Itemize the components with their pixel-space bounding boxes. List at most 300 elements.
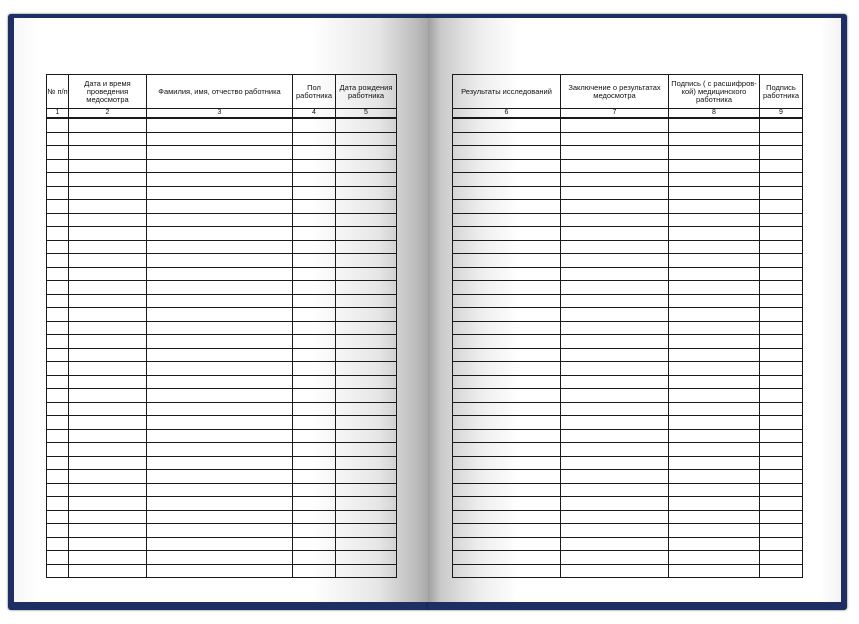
- table-row: [47, 443, 397, 457]
- table-cell: [453, 335, 561, 349]
- table-cell: [69, 483, 147, 497]
- table-row: [47, 564, 397, 578]
- table-cell: [147, 227, 293, 241]
- table-cell: [336, 146, 397, 160]
- table-cell: [561, 200, 669, 214]
- table-cell: [293, 551, 336, 565]
- table-cell: [47, 510, 69, 524]
- table-cell: [453, 429, 561, 443]
- table-cell: [336, 186, 397, 200]
- table-cell: [669, 348, 760, 362]
- table-cell: [760, 375, 803, 389]
- table-cell: [293, 240, 336, 254]
- table-cell: [561, 524, 669, 538]
- table-cell: [47, 362, 69, 376]
- table-row: [453, 294, 803, 308]
- table-cell: [336, 510, 397, 524]
- table-cell: [760, 294, 803, 308]
- table-cell: [453, 254, 561, 268]
- table-cell: [147, 132, 293, 146]
- table-row: [453, 483, 803, 497]
- table-cell: [147, 510, 293, 524]
- header-results: Результаты исследований: [453, 75, 561, 109]
- table-cell: [760, 402, 803, 416]
- table-cell: [147, 524, 293, 538]
- table-cell: [69, 416, 147, 430]
- table-cell: [336, 173, 397, 187]
- table-cell: [760, 429, 803, 443]
- table-cell: [147, 173, 293, 187]
- table-cell: [336, 416, 397, 430]
- table-cell: [47, 483, 69, 497]
- table-row: [453, 335, 803, 349]
- table-cell: [336, 456, 397, 470]
- table-cell: [669, 416, 760, 430]
- table-cell: [147, 483, 293, 497]
- table-cell: [69, 510, 147, 524]
- table-row: [47, 524, 397, 538]
- table-cell: [293, 443, 336, 457]
- table-cell: [47, 173, 69, 187]
- table-cell: [69, 564, 147, 578]
- table-cell: [669, 186, 760, 200]
- table-cell: [47, 321, 69, 335]
- table-cell: [561, 294, 669, 308]
- table-cell: [453, 564, 561, 578]
- table-row: [453, 281, 803, 295]
- table-cell: [760, 524, 803, 538]
- table-cell: [760, 132, 803, 146]
- table-cell: [669, 510, 760, 524]
- header-sex: Пол работника: [293, 75, 336, 109]
- column-number: 5: [336, 109, 397, 119]
- table-cell: [69, 173, 147, 187]
- table-cell: [453, 200, 561, 214]
- table-cell: [293, 564, 336, 578]
- table-cell: [453, 294, 561, 308]
- table-row: [47, 537, 397, 551]
- table-cell: [293, 375, 336, 389]
- table-cell: [147, 118, 293, 132]
- table-cell: [561, 213, 669, 227]
- table-cell: [47, 240, 69, 254]
- table-cell: [453, 240, 561, 254]
- table-cell: [336, 375, 397, 389]
- table-cell: [453, 281, 561, 295]
- table-row: [47, 429, 397, 443]
- table-cell: [760, 173, 803, 187]
- table-row: [453, 402, 803, 416]
- table-cell: [69, 308, 147, 322]
- table-cell: [293, 321, 336, 335]
- table-cell: [669, 470, 760, 484]
- table-cell: [47, 389, 69, 403]
- table-row: [453, 173, 803, 187]
- table-cell: [760, 483, 803, 497]
- table-cell: [760, 146, 803, 160]
- table-cell: [760, 254, 803, 268]
- table-cell: [453, 375, 561, 389]
- table-row: [453, 510, 803, 524]
- table-cell: [69, 429, 147, 443]
- table-cell: [69, 132, 147, 146]
- table-row: [453, 389, 803, 403]
- table-cell: [453, 267, 561, 281]
- column-number: 2: [69, 109, 147, 119]
- table-cell: [293, 132, 336, 146]
- table-cell: [69, 254, 147, 268]
- table-cell: [453, 524, 561, 538]
- table-row: [47, 159, 397, 173]
- table-cell: [453, 362, 561, 376]
- table-cell: [760, 537, 803, 551]
- table-cell: [669, 118, 760, 132]
- table-cell: [69, 537, 147, 551]
- table-cell: [47, 443, 69, 457]
- column-number: 6: [453, 109, 561, 119]
- table-row: [453, 267, 803, 281]
- table-cell: [561, 375, 669, 389]
- table-cell: [760, 416, 803, 430]
- table-cell: [47, 186, 69, 200]
- table-cell: [69, 497, 147, 511]
- table-cell: [69, 375, 147, 389]
- table-cell: [669, 564, 760, 578]
- table-cell: [336, 200, 397, 214]
- table-cell: [453, 537, 561, 551]
- table-cell: [147, 321, 293, 335]
- table-cell: [453, 497, 561, 511]
- table-cell: [336, 389, 397, 403]
- table-row: [47, 402, 397, 416]
- table-cell: [336, 362, 397, 376]
- header-full-name: Фамилия, имя, отчество работника: [147, 75, 293, 109]
- table-row: [47, 240, 397, 254]
- table-cell: [561, 443, 669, 457]
- table-cell: [293, 456, 336, 470]
- table-cell: [561, 416, 669, 430]
- table-cell: [669, 281, 760, 295]
- table-cell: [336, 537, 397, 551]
- table-cell: [453, 321, 561, 335]
- table-cell: [47, 118, 69, 132]
- column-number: 1: [47, 109, 69, 119]
- table-row: [453, 524, 803, 538]
- table-row: [453, 362, 803, 376]
- table-row: [453, 416, 803, 430]
- table-cell: [293, 402, 336, 416]
- table-row: [453, 227, 803, 241]
- table-cell: [453, 159, 561, 173]
- table-cell: [47, 132, 69, 146]
- table-row: [47, 375, 397, 389]
- table-cell: [147, 416, 293, 430]
- table-row: [453, 537, 803, 551]
- table-cell: [453, 132, 561, 146]
- table-cell: [669, 308, 760, 322]
- table-cell: [561, 254, 669, 268]
- table-cell: [293, 118, 336, 132]
- table-cell: [293, 173, 336, 187]
- table-cell: [760, 118, 803, 132]
- table-row: [453, 213, 803, 227]
- table-row: [453, 132, 803, 146]
- column-number: 8: [669, 109, 760, 119]
- table-row: [453, 470, 803, 484]
- table-cell: [336, 254, 397, 268]
- table-cell: [147, 429, 293, 443]
- table-cell: [69, 443, 147, 457]
- table-row: [453, 497, 803, 511]
- table-row: [453, 159, 803, 173]
- table-cell: [561, 281, 669, 295]
- table-cell: [47, 335, 69, 349]
- table-cell: [147, 470, 293, 484]
- table-cell: [293, 510, 336, 524]
- table-cell: [669, 456, 760, 470]
- table-cell: [47, 348, 69, 362]
- table-cell: [561, 564, 669, 578]
- table-cell: [69, 240, 147, 254]
- table-cell: [669, 524, 760, 538]
- table-cell: [561, 348, 669, 362]
- table-cell: [69, 456, 147, 470]
- table-cell: [293, 227, 336, 241]
- table-cell: [453, 389, 561, 403]
- table-cell: [69, 470, 147, 484]
- table-cell: [760, 564, 803, 578]
- header-exam-date: Дата и время проведения медосмотра: [69, 75, 147, 109]
- table-cell: [336, 564, 397, 578]
- table-cell: [453, 146, 561, 160]
- table-cell: [561, 118, 669, 132]
- table-cell: [669, 213, 760, 227]
- table-cell: [760, 389, 803, 403]
- table-cell: [669, 537, 760, 551]
- table-cell: [336, 267, 397, 281]
- table-cell: [453, 186, 561, 200]
- table-cell: [336, 443, 397, 457]
- table-cell: [760, 348, 803, 362]
- table-cell: [336, 213, 397, 227]
- table-cell: [760, 227, 803, 241]
- table-cell: [561, 308, 669, 322]
- table-cell: [669, 146, 760, 160]
- table-cell: [147, 335, 293, 349]
- table-row: [47, 321, 397, 335]
- table-cell: [561, 173, 669, 187]
- table-cell: [336, 227, 397, 241]
- table-cell: [760, 362, 803, 376]
- table-cell: [147, 389, 293, 403]
- table-cell: [561, 132, 669, 146]
- table-cell: [47, 497, 69, 511]
- table-cell: [669, 132, 760, 146]
- table-cell: [293, 483, 336, 497]
- table-cell: [47, 416, 69, 430]
- table-cell: [760, 335, 803, 349]
- table-cell: [561, 362, 669, 376]
- table-cell: [69, 524, 147, 538]
- table-cell: [669, 335, 760, 349]
- table-row: [47, 227, 397, 241]
- table-cell: [669, 321, 760, 335]
- right-register-table: [452, 74, 803, 578]
- table-cell: [453, 470, 561, 484]
- table-row: [453, 551, 803, 565]
- table-row: [453, 254, 803, 268]
- table-row: [47, 510, 397, 524]
- table-cell: [453, 510, 561, 524]
- table-cell: [561, 240, 669, 254]
- table-row: [453, 186, 803, 200]
- right-page: [428, 18, 841, 602]
- table-cell: [453, 118, 561, 132]
- table-cell: [561, 402, 669, 416]
- table-row: [453, 456, 803, 470]
- table-cell: [69, 159, 147, 173]
- table-cell: [669, 497, 760, 511]
- table-row: [47, 389, 397, 403]
- table-cell: [760, 443, 803, 457]
- table-cell: [47, 281, 69, 295]
- table-row: [47, 281, 397, 295]
- table-cell: [293, 254, 336, 268]
- column-number: 4: [293, 109, 336, 119]
- table-cell: [760, 321, 803, 335]
- table-cell: [453, 213, 561, 227]
- table-cell: [69, 213, 147, 227]
- table-row: [47, 294, 397, 308]
- table-cell: [336, 132, 397, 146]
- table-row: [47, 335, 397, 349]
- table-cell: [453, 227, 561, 241]
- table-cell: [147, 159, 293, 173]
- table-cell: [336, 483, 397, 497]
- table-cell: [147, 281, 293, 295]
- table-cell: [147, 443, 293, 457]
- table-cell: [760, 267, 803, 281]
- table-cell: [293, 524, 336, 538]
- table-cell: [760, 470, 803, 484]
- table-cell: [147, 213, 293, 227]
- table-cell: [69, 389, 147, 403]
- table-cell: [69, 348, 147, 362]
- table-cell: [293, 294, 336, 308]
- table-cell: [760, 551, 803, 565]
- table-cell: [336, 281, 397, 295]
- table-cell: [47, 456, 69, 470]
- table-cell: [336, 335, 397, 349]
- table-row: [453, 308, 803, 322]
- table-cell: [453, 348, 561, 362]
- table-cell: [669, 483, 760, 497]
- table-cell: [293, 362, 336, 376]
- table-cell: [453, 173, 561, 187]
- table-row: [453, 375, 803, 389]
- table-row: [47, 254, 397, 268]
- table-cell: [69, 402, 147, 416]
- table-row: [453, 240, 803, 254]
- table-cell: [561, 497, 669, 511]
- header-number: № п/п: [47, 75, 69, 109]
- column-number: 7: [561, 109, 669, 119]
- table-cell: [561, 510, 669, 524]
- table-cell: [47, 564, 69, 578]
- table-cell: [147, 456, 293, 470]
- table-cell: [47, 213, 69, 227]
- table-cell: [336, 240, 397, 254]
- table-row: [47, 186, 397, 200]
- table-cell: [293, 186, 336, 200]
- table-cell: [293, 537, 336, 551]
- table-cell: [336, 321, 397, 335]
- table-cell: [69, 146, 147, 160]
- table-cell: [336, 429, 397, 443]
- table-cell: [147, 146, 293, 160]
- left-page: [14, 18, 428, 602]
- table-cell: [453, 416, 561, 430]
- table-cell: [336, 551, 397, 565]
- table-cell: [561, 389, 669, 403]
- table-cell: [336, 348, 397, 362]
- table-row: [47, 470, 397, 484]
- table-cell: [669, 267, 760, 281]
- table-cell: [760, 308, 803, 322]
- table-cell: [669, 443, 760, 457]
- table-cell: [147, 564, 293, 578]
- table-cell: [293, 389, 336, 403]
- table-cell: [760, 456, 803, 470]
- table-row: [47, 308, 397, 322]
- table-cell: [147, 267, 293, 281]
- table-cell: [47, 524, 69, 538]
- table-row: [453, 146, 803, 160]
- table-row: [453, 429, 803, 443]
- table-cell: [293, 335, 336, 349]
- table-cell: [147, 497, 293, 511]
- table-cell: [561, 470, 669, 484]
- table-cell: [669, 240, 760, 254]
- table-cell: [47, 308, 69, 322]
- column-number: 3: [147, 109, 293, 119]
- table-cell: [293, 267, 336, 281]
- table-cell: [47, 146, 69, 160]
- table-cell: [669, 402, 760, 416]
- table-row: [47, 213, 397, 227]
- table-cell: [760, 200, 803, 214]
- table-row: [47, 483, 397, 497]
- table-cell: [69, 227, 147, 241]
- table-row: [47, 362, 397, 376]
- table-cell: [293, 200, 336, 214]
- table-cell: [47, 429, 69, 443]
- table-cell: [69, 267, 147, 281]
- table-cell: [669, 227, 760, 241]
- header-conclusion: Заключение о результатах медосмотра: [561, 75, 669, 109]
- table-cell: [47, 200, 69, 214]
- table-cell: [47, 551, 69, 565]
- table-cell: [293, 429, 336, 443]
- table-cell: [336, 308, 397, 322]
- table-cell: [453, 551, 561, 565]
- table-cell: [561, 551, 669, 565]
- table-cell: [147, 348, 293, 362]
- column-number: 9: [760, 109, 803, 119]
- table-cell: [561, 267, 669, 281]
- table-row: [453, 200, 803, 214]
- table-row: [47, 173, 397, 187]
